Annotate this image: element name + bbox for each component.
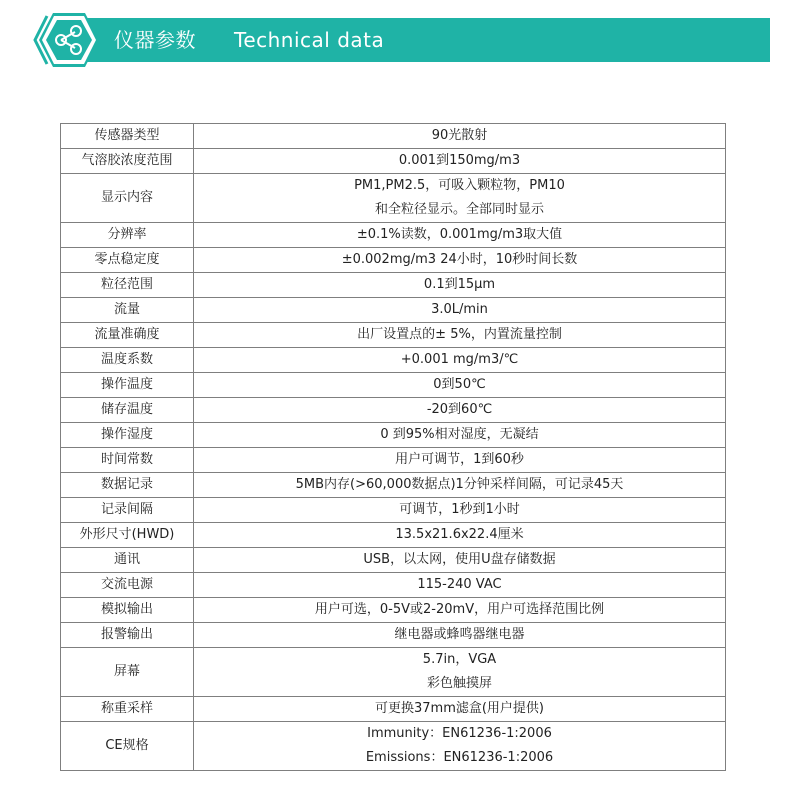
spec-value-line: ±0.002mg/m3 24小时，10秒时间长数 <box>341 252 578 267</box>
spec-value <box>194 423 726 448</box>
spec-value-line: 出厂设置点的± 5%，内置流量控制 <box>357 327 562 342</box>
table-row <box>61 174 726 223</box>
spec-label: 粒径范围 <box>61 273 194 298</box>
spec-value <box>194 124 726 149</box>
spec-value-line: 0.001到150mg/m3 <box>398 153 521 168</box>
table-row <box>61 423 726 448</box>
spec-value-line: 115-240 VAC <box>417 577 502 592</box>
table-row <box>61 273 726 298</box>
spec-value <box>194 149 726 174</box>
spec-value-line: 可调节，1秒到1小时 <box>399 502 520 517</box>
spec-label: 气溶胶浓度范围 <box>61 149 194 174</box>
spec-label: 传感器类型 <box>61 124 194 149</box>
spec-label: 报警输出 <box>61 623 194 648</box>
spec-label: 储存温度 <box>61 398 194 423</box>
spec-value-line: 0.1到15μm <box>423 277 496 292</box>
spec-value <box>194 722 726 771</box>
table-row <box>61 149 726 174</box>
table-row <box>61 248 726 273</box>
spec-label: 流量 <box>61 298 194 323</box>
spec-value-line: 5.7in，VGA <box>422 652 497 667</box>
table-body <box>61 124 726 771</box>
spec-value <box>194 373 726 398</box>
table-row <box>61 223 726 248</box>
spec-label: 数据记录 <box>61 473 194 498</box>
spec-value-line: 用户可选，0-5V或2-20mV，用户可选择范围比例 <box>314 602 605 617</box>
table-row <box>61 598 726 623</box>
spec-value-line: 90光散射 <box>431 128 488 143</box>
table-row <box>61 697 726 722</box>
section-header <box>27 12 770 68</box>
spec-value-line: 和全粒径显示。全部同时显示 <box>374 202 544 217</box>
spec-label: 通讯 <box>61 548 194 573</box>
spec-value-line: Emissions：EN61236-1:2006 <box>365 750 554 765</box>
spec-label: 模拟输出 <box>61 598 194 623</box>
spec-label: 外形尺寸(HWD) <box>61 523 194 548</box>
table-row <box>61 323 726 348</box>
spec-value <box>194 248 726 273</box>
spec-label: 交流电源 <box>61 573 194 598</box>
table-row <box>61 623 726 648</box>
spec-value-line: 13.5x21.6x22.4厘米 <box>395 527 524 542</box>
spec-value-line: ±0.1%读数，0.001mg/m3取大值 <box>356 227 563 242</box>
table-row <box>61 548 726 573</box>
spec-value-line: PM1,PM2.5，可吸入颗粒物，PM10 <box>354 178 565 193</box>
table-row <box>61 573 726 598</box>
table-row <box>61 473 726 498</box>
spec-value <box>194 573 726 598</box>
spec-value-line: 0 到95%相对湿度，无凝结 <box>380 427 539 442</box>
table-row <box>61 722 726 771</box>
spec-value <box>194 523 726 548</box>
table-row <box>61 348 726 373</box>
spec-label: 操作温度 <box>61 373 194 398</box>
title-english: Technical data <box>234 28 385 52</box>
spec-value-line: 0到50℃ <box>433 377 486 392</box>
spec-value-line: 可更换37mm滤盒(用户提供) <box>374 701 544 716</box>
page-title <box>114 18 384 62</box>
table-row <box>61 298 726 323</box>
spec-value <box>194 548 726 573</box>
spec-label: 零点稳定度 <box>61 248 194 273</box>
spec-label: 分辨率 <box>61 223 194 248</box>
table-row <box>61 448 726 473</box>
spec-label: 操作湿度 <box>61 423 194 448</box>
spec-label: 温度系数 <box>61 348 194 373</box>
spec-value-line: Immunity：EN61236-1:2006 <box>367 726 552 741</box>
spec-value-line: 彩色触摸屏 <box>426 676 492 691</box>
spec-value <box>194 473 726 498</box>
spec-value <box>194 323 726 348</box>
technical-data-table <box>60 123 726 771</box>
table-row <box>61 648 726 697</box>
spec-label: 称重采样 <box>61 697 194 722</box>
spec-value <box>194 174 726 223</box>
spec-value-line: USB，以太网，使用U盘存储数据 <box>363 552 556 567</box>
spec-value-line: 5MB内存(>60,000数据点)1分钟采样间隔，可记录45天 <box>295 477 624 492</box>
table-row <box>61 124 726 149</box>
table-row <box>61 373 726 398</box>
spec-value <box>194 648 726 697</box>
spec-value <box>194 273 726 298</box>
spec-value <box>194 498 726 523</box>
spec-label: CE规格 <box>61 722 194 771</box>
spec-value-line: 继电器或蜂鸣器继电器 <box>394 627 525 642</box>
spec-value <box>194 623 726 648</box>
spec-value <box>194 348 726 373</box>
table-row <box>61 498 726 523</box>
title-chinese: 仪器参数 <box>114 28 196 52</box>
spec-value <box>194 598 726 623</box>
spec-value-line: 3.0L/min <box>431 302 488 317</box>
spec-label: 屏幕 <box>61 648 194 697</box>
spec-value <box>194 697 726 722</box>
spec-value <box>194 298 726 323</box>
spec-value-line: +0.001 mg/m3/℃ <box>400 352 519 367</box>
spec-value <box>194 448 726 473</box>
spec-value-line: -20到60℃ <box>426 402 493 417</box>
table-row <box>61 398 726 423</box>
spec-label: 记录间隔 <box>61 498 194 523</box>
share-nodes-icon <box>27 12 107 68</box>
spec-value <box>194 223 726 248</box>
spec-label: 时间常数 <box>61 448 194 473</box>
table-row <box>61 523 726 548</box>
spec-label: 流量准确度 <box>61 323 194 348</box>
spec-value <box>194 398 726 423</box>
spec-value-line: 用户可调节，1到60秒 <box>395 452 524 467</box>
spec-label: 显示内容 <box>61 174 194 223</box>
